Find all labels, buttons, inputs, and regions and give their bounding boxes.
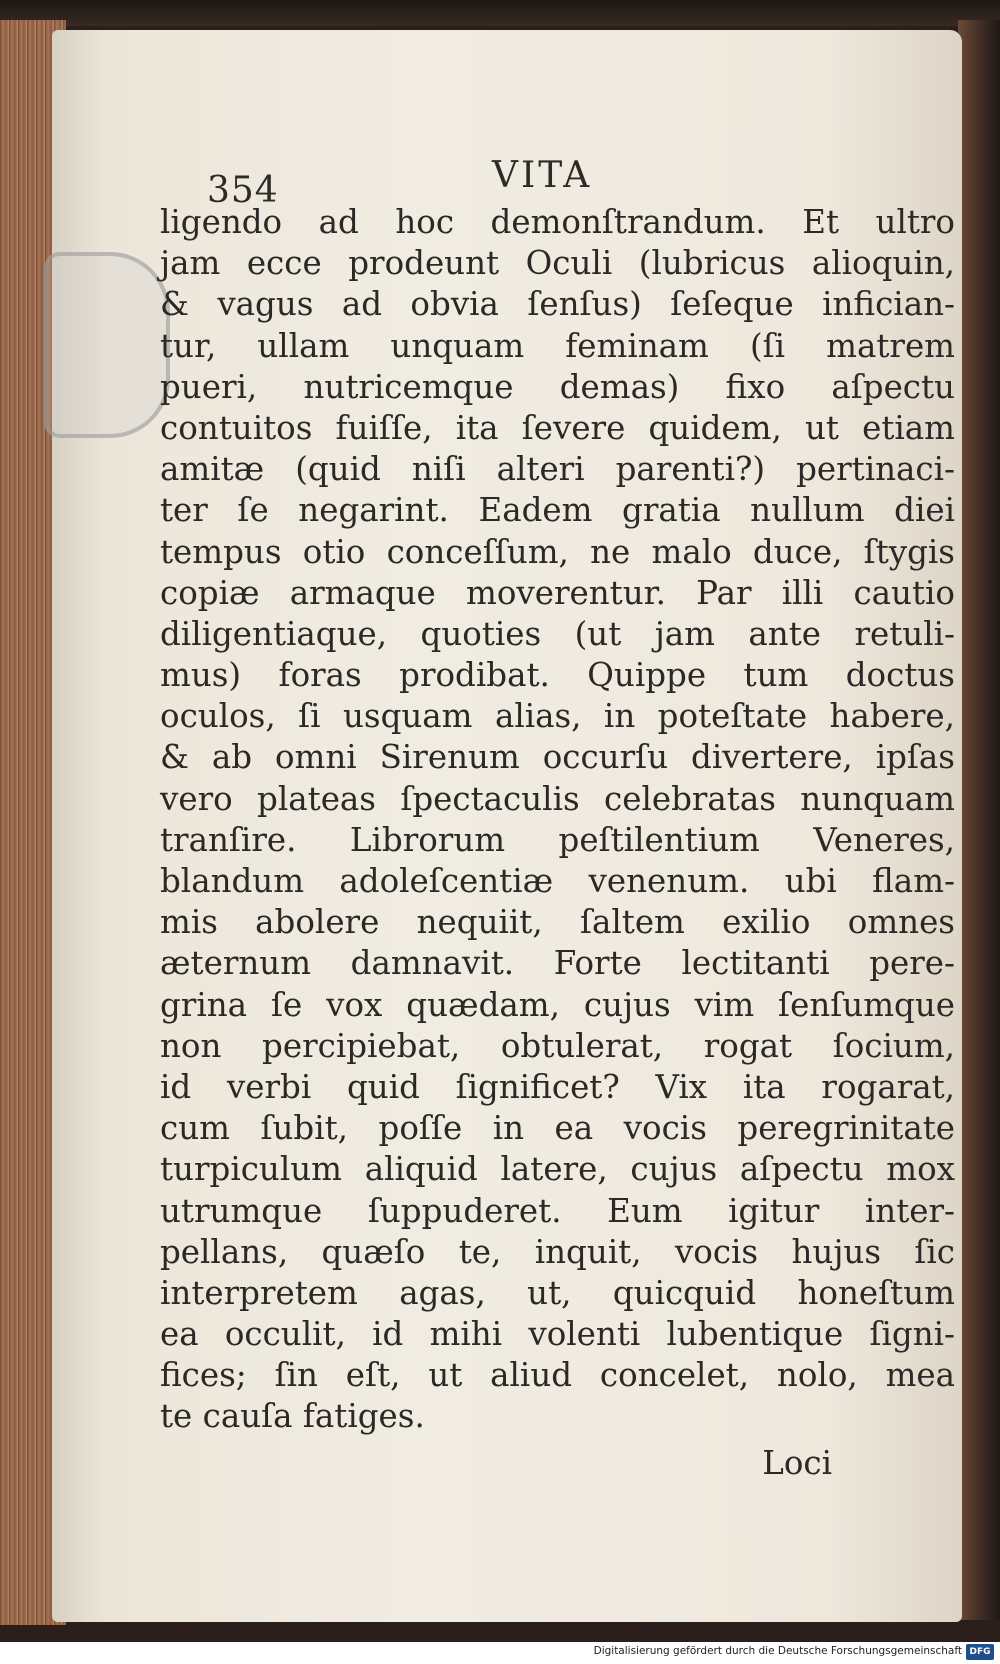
text-line: non percipiebat, obtulerat, rogat ſocium, (160, 1026, 955, 1065)
dfg-logo: DFG (966, 1644, 994, 1660)
body-text (160, 202, 955, 1438)
top-shadow (0, 0, 1000, 26)
text-line: cum ſubit, poſſe in ea vocis peregrinitate (160, 1109, 955, 1148)
text-line: jam ecce prodeunt Oculi (lubricus alioquin, (160, 244, 955, 283)
text-line: grina ſe vox quædam, cujus vim ſenſumque (160, 985, 955, 1024)
text-line: tranſire. Librorum peſtilentium Veneres, (160, 820, 955, 859)
text-line: copiæ armaque moverentur. Par illi cautio (160, 573, 955, 612)
text-line: pellans, quæſo te, inquit, vocis hujus ſic (160, 1232, 955, 1271)
text-line: diligentiaque, quoties (ut jam ante retuli- (160, 614, 955, 653)
text-line: oculos, ſi usquam alias, in poteſtate habere, (160, 697, 955, 736)
text-line: tempus otio conceſſum, ne malo duce, ſtygis (160, 532, 955, 571)
page-header (52, 125, 962, 211)
text-line: turpiculum aliquid latere, cujus aſpectu mox (160, 1150, 955, 1189)
text-line: blandum adoleſcentiæ venenum. ubi flam- (160, 862, 955, 900)
book-page (52, 30, 962, 1622)
book-right-edge (958, 20, 1000, 1620)
footer-bar (0, 1642, 1000, 1664)
text-line: ter ſe negarint. Eadem gratia nullum diei (160, 491, 955, 530)
text-line: utrumque ſuppuderet. Eum igitur inter- (160, 1191, 955, 1230)
text-line: vero plateas ſpectaculis celebratas nunquam (160, 779, 955, 818)
running-head: VITA (492, 155, 593, 196)
text-line: amitæ (quid niſi alteri parenti?) pertinaci- (160, 450, 955, 489)
text-line: te cauſa fatiges. (160, 1397, 425, 1436)
text-line: pueri, nutricemque demas) fixo aſpectu (160, 367, 955, 406)
catchword: Loci (762, 1444, 832, 1482)
text-line: & vagus ad obvia ſenſus) ſeſeque infician- (160, 285, 955, 324)
text-line: mis abolere nequiit, ſaltem exilio omnes (160, 903, 955, 942)
page-number: 354 (207, 170, 279, 211)
text-line: tur, ullam unquam feminam (ſi matrem (160, 326, 955, 365)
text-line: contuitos fuiſſe, ita ſevere quidem, ut etiam (160, 408, 955, 447)
text-line: ligendo ad hoc demonſtrandum. Et ultro (160, 203, 955, 241)
text-line: mus) foras prodibat. Quippe tum doctus (160, 656, 955, 695)
page-clip (44, 252, 170, 438)
text-line: id verbi quid ſignificet? Vix ita rogarat, (160, 1067, 955, 1106)
text-line: & ab omni Sirenum occurſu divertere, ipſas (160, 738, 955, 777)
text-line: æternum damnavit. Forte lectitanti pere- (160, 944, 955, 983)
footer-credit: Digitalisierung gefördert durch die Deutsche Forschungsgemeinschaft (593, 1645, 962, 1657)
text-line: interpretem agas, ut, quicquid honeſtum (160, 1273, 955, 1312)
text-line: ea occulit, id mihi volenti lubentique ſigni- (160, 1315, 955, 1354)
text-line: fices; ſin eſt, ut aliud concelet, nolo, mea (160, 1356, 955, 1395)
